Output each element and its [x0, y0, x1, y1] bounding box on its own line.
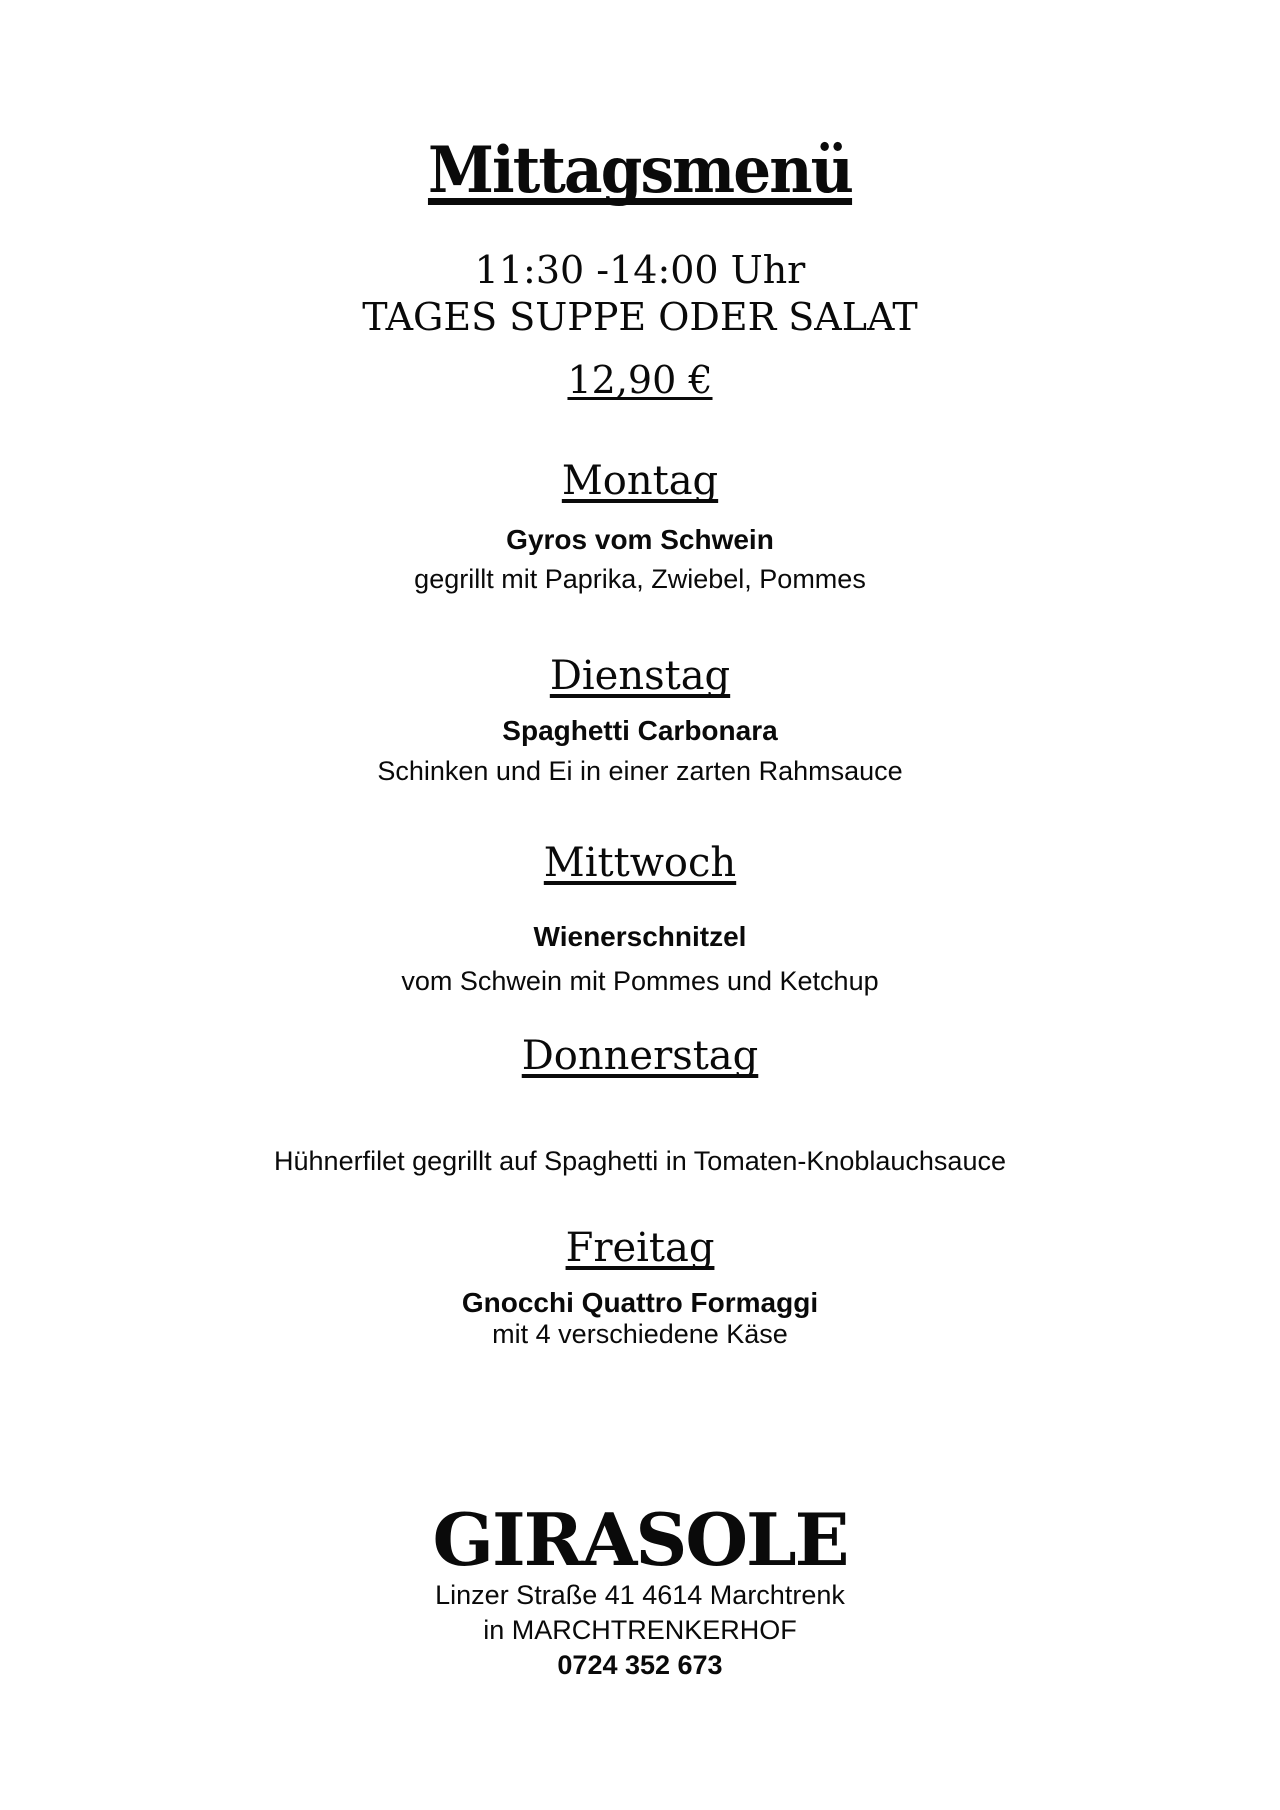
- menu-title-text: Mittagsmenü: [427, 133, 853, 208]
- dish-description-montag: gegrillt mit Paprika, Zwiebel, Pommes: [414, 564, 866, 594]
- dish-name-freitag: Gnocchi Quattro Formaggi: [461, 1287, 819, 1318]
- dish-name-dienstag: Spaghetti Carbonara: [502, 715, 778, 746]
- dish-description-freitag: mit 4 verschiedene Käse: [492, 1319, 788, 1349]
- restaurant-location: in MARCHTRENKERHOF: [483, 1615, 797, 1645]
- menu-hours: 11:30 -14:00 Uhr: [474, 248, 806, 292]
- day-heading-donnerstag: Donnerstag: [521, 1033, 759, 1079]
- dish-description-donnerstag: Hühnerfilet gegrillt auf Spaghetti in Tomaten-Knoblauchsauce: [274, 1146, 1006, 1176]
- dish-description-mittwoch: vom Schwein mit Pommes und Ketchup: [401, 966, 879, 996]
- day-heading-mittwoch: Mittwoch: [543, 840, 737, 886]
- dish-description-dienstag: Schinken und Ei in einer zarten Rahmsauce: [377, 756, 903, 786]
- dish-name-montag: Gyros vom Schwein: [506, 524, 774, 555]
- menu-title: [0, 133, 1280, 208]
- day-heading-montag: Montag: [561, 458, 719, 504]
- restaurant-address: Linzer Straße 41 4614 Marchtrenk: [435, 1580, 845, 1610]
- restaurant-phone: 0724 352 673: [557, 1650, 723, 1680]
- dish-name-mittwoch: Wienerschnitzel: [533, 921, 747, 952]
- menu-included-note: TAGES SUPPE ODER SALAT: [362, 295, 918, 339]
- day-heading-freitag: Freitag: [565, 1225, 715, 1271]
- day-heading-dienstag: Dienstag: [549, 653, 731, 699]
- menu-price: 12,90 €: [567, 358, 713, 402]
- restaurant-name: GIRASOLE: [432, 1497, 848, 1582]
